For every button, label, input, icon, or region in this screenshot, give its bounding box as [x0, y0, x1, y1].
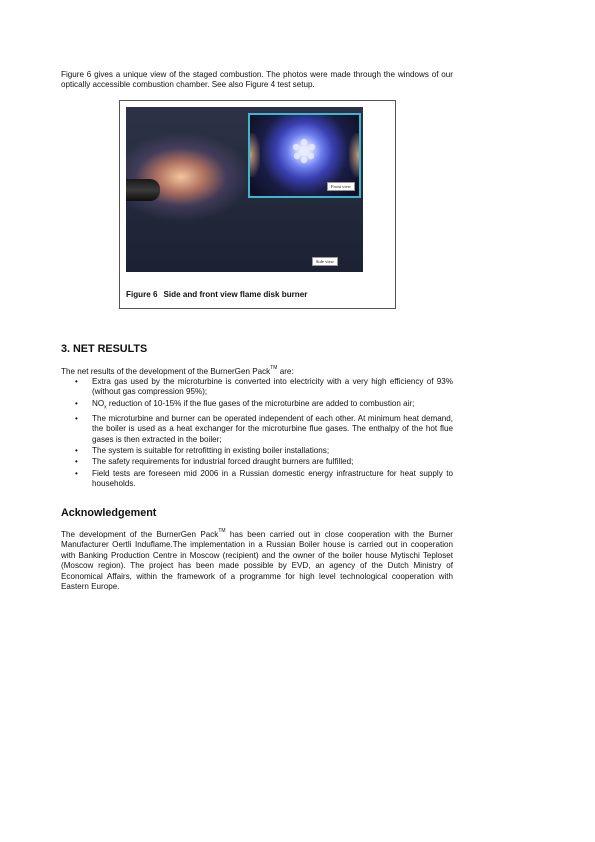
side-view-label: Side view	[312, 257, 338, 266]
bullet-icon: •	[75, 468, 78, 478]
front-view-photo	[248, 113, 361, 198]
list-item: • Extra gas used by the microturbine is converted into electricity with a very high efficiency of 93% (without gas compression 95%);	[75, 377, 453, 397]
figure-6	[119, 100, 396, 309]
net-results-list	[61, 377, 453, 491]
list-item: • The microturbine and burner can be operated independent of each other. At minimum heat demand, the boiler is used as a heat exchanger for the microturbine flue gases. The enthalpy of the hot flue gases is then extracted in the boiler;	[75, 413, 453, 444]
list-item: • The system is suitable for retrofitting in existing boiler installations;	[75, 446, 330, 456]
bullet-icon: •	[75, 446, 78, 456]
burner-pipe	[126, 179, 160, 201]
acknowledgement-paragraph: The development of the BurnerGen Pack™ has been carried out in close cooperation with the Burner Manufacturer Oertli Induflame.The implementation in a Russian Boiler house is carried out in cooperation with Banking Production Centre in Moscow (recipient) and the owner of the boiler house Mytischi Teploset (Moscow region). The project has been made possible by EVD, an agency of the Dutch Ministry of Economical Affairs, within the framework of a programme for high level technological cooperation with Eastern Europe.	[61, 528, 454, 592]
list-item: • $NO_x$ reduction of 10-15% if the flue gases of the microturbine are added to combustion air;	[75, 398, 415, 411]
side-view-photo	[126, 107, 363, 272]
list-item: • Field tests are foreseen mid 2006 in a Russian domestic energy infrastructure for heat supply to households.	[75, 468, 453, 489]
bullet-icon: •	[75, 377, 78, 386]
net-results-intro: The net results of the development of the BurnerGen Pack™ are:	[61, 365, 294, 376]
figure-caption-text: Side and front view flame disk burner	[163, 290, 308, 299]
bullet-icon: •	[75, 457, 78, 467]
bullet-icon: •	[75, 398, 78, 408]
figure-number: Figure 6	[126, 290, 158, 299]
intro-paragraph: Figure 6 gives a unique view of the staged combustion. The photos were made through the windows of our optically accessible combustion chamber. See also Figure 4 test setup.	[61, 70, 453, 90]
list-item: • The safety requirements for industrial forced draught burners are fulfilled;	[75, 457, 354, 467]
figure-caption	[126, 290, 388, 299]
section-heading-acknowledgement: Acknowledgement	[61, 507, 157, 519]
front-view-label: Front view	[327, 182, 355, 191]
section-heading-net-results: 3. NET RESULTS	[61, 343, 148, 355]
bullet-icon: •	[75, 413, 78, 423]
